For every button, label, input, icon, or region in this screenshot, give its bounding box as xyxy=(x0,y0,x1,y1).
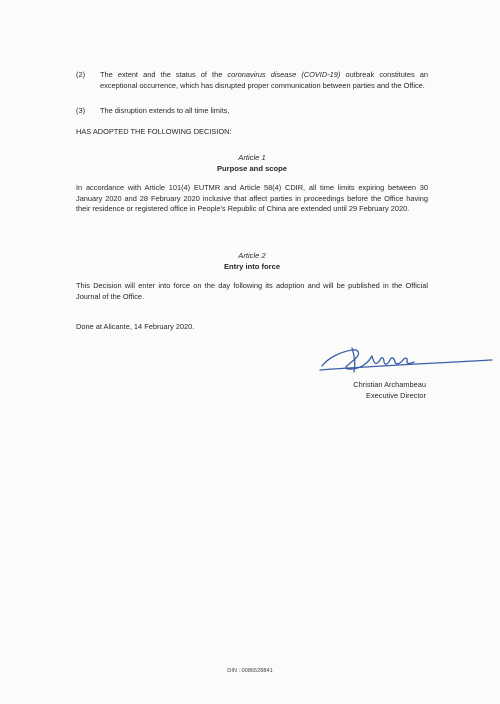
item-number: (2) xyxy=(76,70,86,79)
item-text-italic: coronavirus disease (COVID-19) xyxy=(227,70,341,79)
signatory-name: Christian Archambeau xyxy=(353,380,426,389)
item-text-part: The extent and the status of the xyxy=(100,70,228,79)
din-footer: DIN : 0086528841 xyxy=(227,668,273,674)
article-number: Article 1 xyxy=(238,153,266,162)
item-text xyxy=(100,70,428,91)
item-text: The disruption extends to all time limits, xyxy=(100,106,230,115)
article-title: Entry into force xyxy=(223,261,281,271)
handwritten-signature xyxy=(318,336,494,378)
article-title: Purpose and scope xyxy=(216,163,288,173)
article-2-heading xyxy=(76,251,428,272)
item-number: (3) xyxy=(76,106,86,115)
done-at-line: Done at Alicante, 14 February 2020. xyxy=(76,322,195,331)
signatory-role: Executive Director xyxy=(366,390,426,400)
article-1-heading xyxy=(76,153,428,174)
article-1-body: In accordance with Article 101(4) EUTMR and Article 58(4) CDIR, all time limits expiring between 30 January 2020 and 28 February 2020 inclusive that affect parties in proceedings before the Office having their residence or registered office in People's Republic of China are extended until 29 February 2020. xyxy=(76,183,428,214)
decision-heading: HAS ADOPTED THE FOLLOWING DECISION: xyxy=(76,127,232,136)
signatory-block xyxy=(353,380,426,401)
article-2-body: This Decision will enter into force on the day following its adoption and will be published in the Official Journal of the Office. xyxy=(76,281,428,301)
article-number: Article 2 xyxy=(238,251,266,260)
item-text-part: outbreak constitutes an exceptional occurrence, which has disrupted proper communication between parties and the Office. xyxy=(100,70,428,90)
